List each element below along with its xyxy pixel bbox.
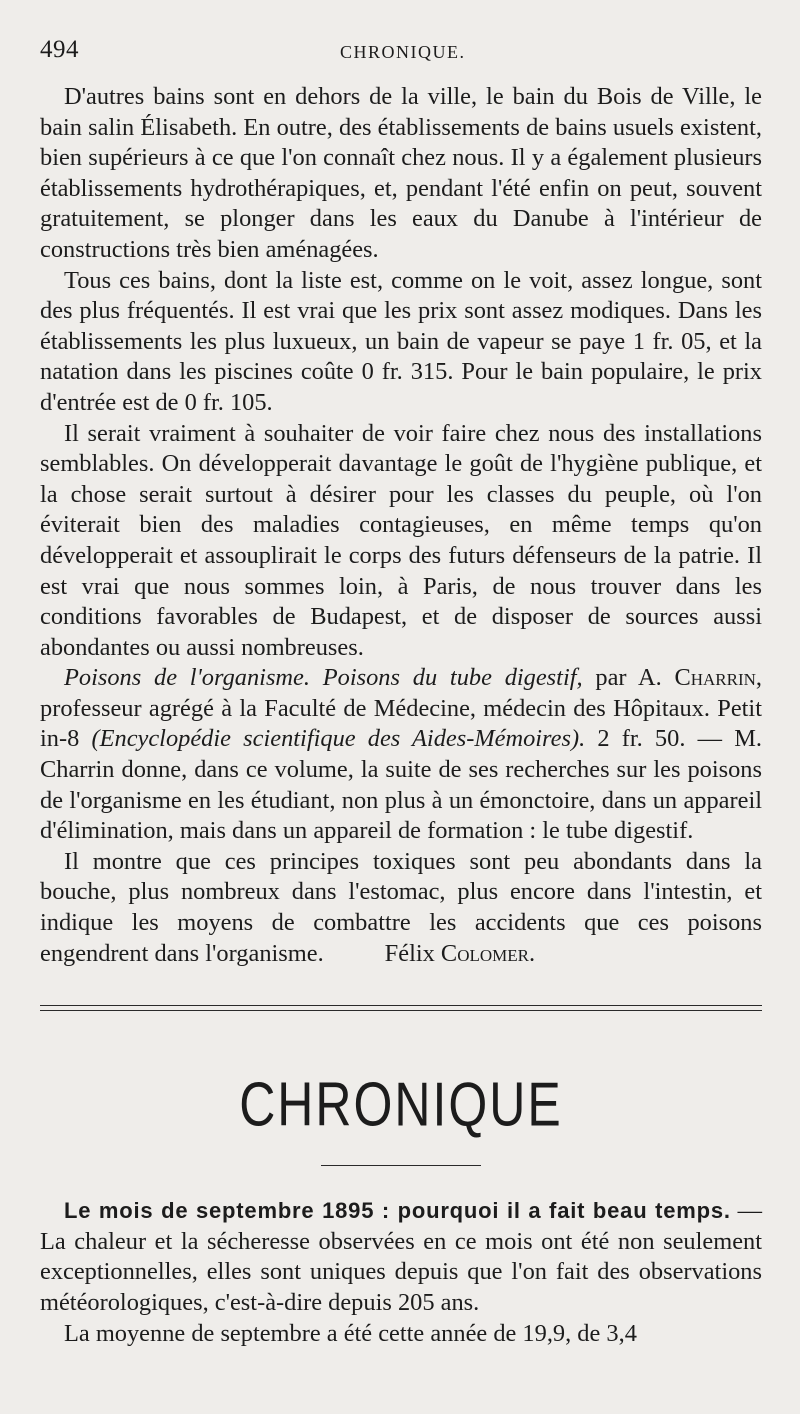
review-by: par A. [595,664,662,692]
rule-line [40,1010,762,1011]
page-number: 494 [40,36,79,63]
chronique-paragraph [40,1196,762,1318]
article-body [40,82,762,969]
chronique-lead: Le mois de septembre 1895 : pourquoi il a fait beau temps. [64,1198,731,1224]
review-credentials: professeur agrégé à la Faculté de Médecine, médecin des Hôpitaux. Petit in-8 [40,694,762,753]
running-title: CHRONIQUE. [340,42,466,62]
review-signature-last: Colomer. [440,939,536,967]
running-head [40,0,762,63]
review-title: Poisons de l'organisme. Poisons du tube digestif, [64,664,583,692]
review-series: (Encyclopédie scientifique des Aides-Mémoires). [91,725,586,753]
chronique-body [40,1196,762,1349]
section-title: CHRONIQUE [239,1069,563,1140]
paragraph-installations: Il serait vraiment à souhaiter de voir faire chez nous des installations semblables. On développerait davantage le goût de l'hygiène publique, et la chose serait surtout à désirer pour les classes du peuple, où l'on éviterait bien des maladies contagieuses, en même temps qu'on développerait et assouplirait le corps des futurs défenseurs de la patrie. Il est vrai que nous sommes loin, à Paris, de nous trouver dans les conditions favorables de Budapest, et de disposer de sources aussi abondantes ou aussi nombreuses. [40,419,762,661]
rule-line [40,1005,762,1006]
chronique-next: La moyenne de septembre a été cette année de 19,9, de 3,4 [64,1319,637,1347]
review-author: Charrin, [674,664,762,692]
review-conclusion: Il montre que ces principes toxiques sont peu abondants dans la bouche, plus nombreux dans l'estomac, plus encore dans l'intestin, et indique les moyens de combattre les accidents que ces poisons engendrent dans l'organisme. Félix Colomer. [40,847,762,967]
double-rule [40,1005,762,1011]
chronique-text: — La chaleur et la sécheresse observées en ce mois ont été non seulement exceptionnelles, elles sont uniques depuis que l'on fait des observations météorologiques, c'est-à-dire depuis 205 ans. [40,1197,762,1316]
title-underline [321,1165,481,1166]
book-review [40,663,762,847]
paragraph-prix: Tous ces bains, dont la liste est, comme on le voit, assez longue, sont des plus fréquentés. Il est vrai que les prix sont assez modiques. Dans les établissements les plus luxueux, un bain de vapeur se paye 1 fr. 05, et la natation dans les piscines coûte 0 fr. 315. Pour le bain populaire, le prix d'entrée est de 0 fr. 105. [40,266,762,416]
review-summary: M. Charrin donne, dans ce volume, la suite de ses recherches sur les poisons de l'organisme en les étudiant, non plus à un émonctoire, dans un appareil d'élimination, mais dans un appareil de formation : le tube digestif. [40,725,762,845]
review-signature-first: Félix [384,939,435,967]
paragraph-bains: D'autres bains sont en dehors de la ville, le bain du Bois de Ville, le bain salin Élisabeth. En outre, des établissements de bains usuels existent, bien supérieurs à ce que l'on connaît chez nous. Il y a également plusieurs établissements hydrothérapiques, et, pendant l'été enfin on peut, souvent gratuitement, se plonger dans les eaux du Danube à l'intérieur de constructions très bien aménagées. [40,83,762,263]
review-price: 2 fr. 50. — [597,725,722,753]
